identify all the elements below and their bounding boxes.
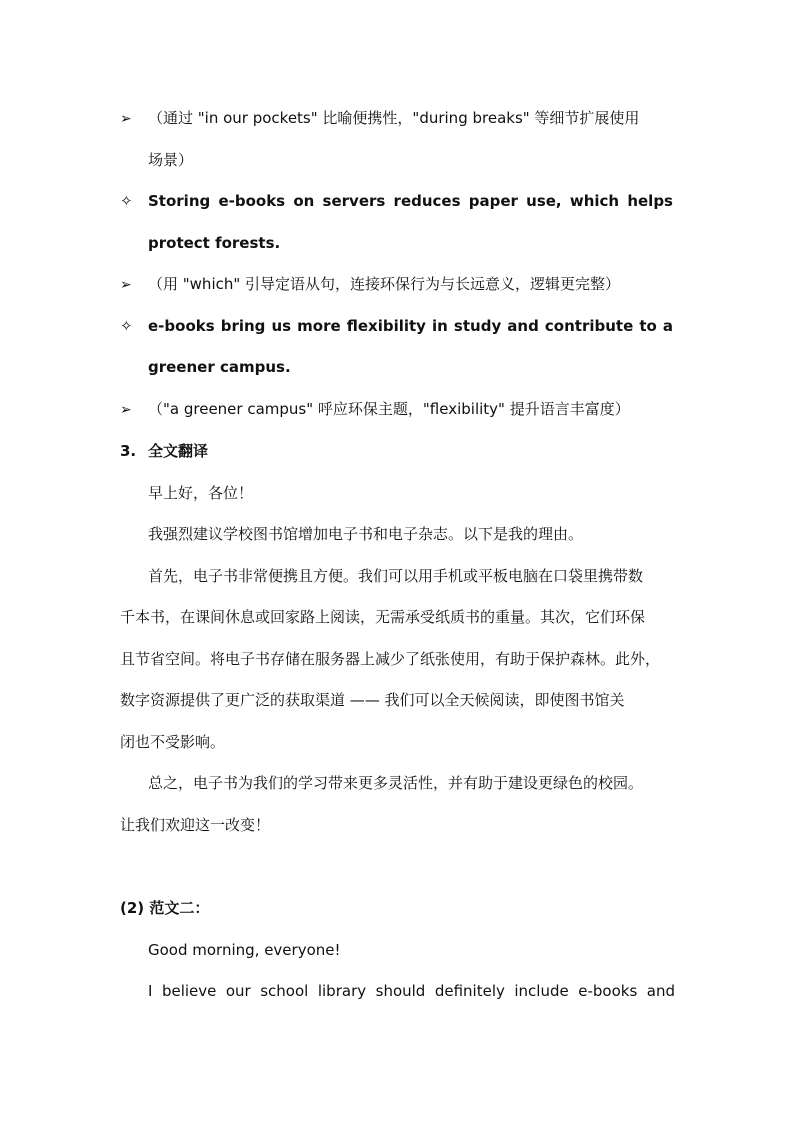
translation-paragraph-2-line-5: 闭也不受影响。 [120,733,226,751]
section-3-heading [120,441,675,461]
note-2 [120,274,675,295]
sample-2-heading: (2) 范文二： [120,899,210,917]
translation-paragraph-3-line-1: 总之，电子书为我们的学习带来更多灵活性，并有助于建设更绿色的校园。 [148,774,644,792]
translation-paragraph-2-line-3: 且节省空间。将电子书存储在服务器上减少了纸张使用，有助于保护森林。此外， [120,650,661,668]
translation-paragraph-2-line-2: 千本书，在课间休息或回家路上阅读，无需承受纸质书的重量。其次，它们环保 [120,608,646,626]
translation-paragraph-2-line-1: 首先，电子书非常便携且方便。我们可以用手机或平板电脑在口袋里携带数 [148,567,644,585]
note-2-text: （用 "which" 引导定语从句，连接环保行为与长远意义，逻辑更完整） [148,275,621,293]
sample-2-greeting: Good morning, everyone! [148,941,341,959]
sentence-1-continuation: protect forests. [148,234,281,252]
note-3-text: （"a greener campus" 呼应环保主题，"flexibility" 提升语言丰富度） [148,400,630,418]
translation-paragraph-2-line-4: 数字资源提供了更广泛的获取渠道 —— 我们可以全天候阅读，即使图书馆关 [120,691,625,709]
translation-greeting: 早上好，各位！ [148,484,254,502]
diamond-bullet-icon: ✧ [120,317,133,335]
note-1-continuation: 场景） [148,151,194,169]
sentence-1 [120,191,675,211]
arrow-bullet-icon: ➢ [120,402,132,418]
note-3 [120,399,675,420]
note-1-text: （通过 "in our pockets" 比喻便携性，"during breaks" 等细节扩展使用 [148,109,640,127]
sentence-2-continuation: greener campus. [148,358,291,376]
sample-2-line-1: I believe our school library should definitely include e-books and [148,982,675,1000]
sentence-1-text: Storing e-books on servers reduces paper use, which helps [148,192,673,210]
note-1 [120,108,675,129]
translation-paragraph-1: 我强烈建议学校图书馆增加电子书和电子杂志。以下是我的理由。 [148,525,584,543]
arrow-bullet-icon: ➢ [120,277,132,293]
translation-paragraph-3-line-2: 让我们欢迎这一改变！ [120,816,271,834]
sentence-2 [120,316,675,336]
section-number: 3. [120,442,137,460]
section-title: 全文翻译 [148,442,209,460]
sentence-2-text: e-books bring us more flexibility in study and contribute to a [148,317,673,335]
arrow-bullet-icon: ➢ [120,111,132,127]
diamond-bullet-icon: ✧ [120,192,133,210]
